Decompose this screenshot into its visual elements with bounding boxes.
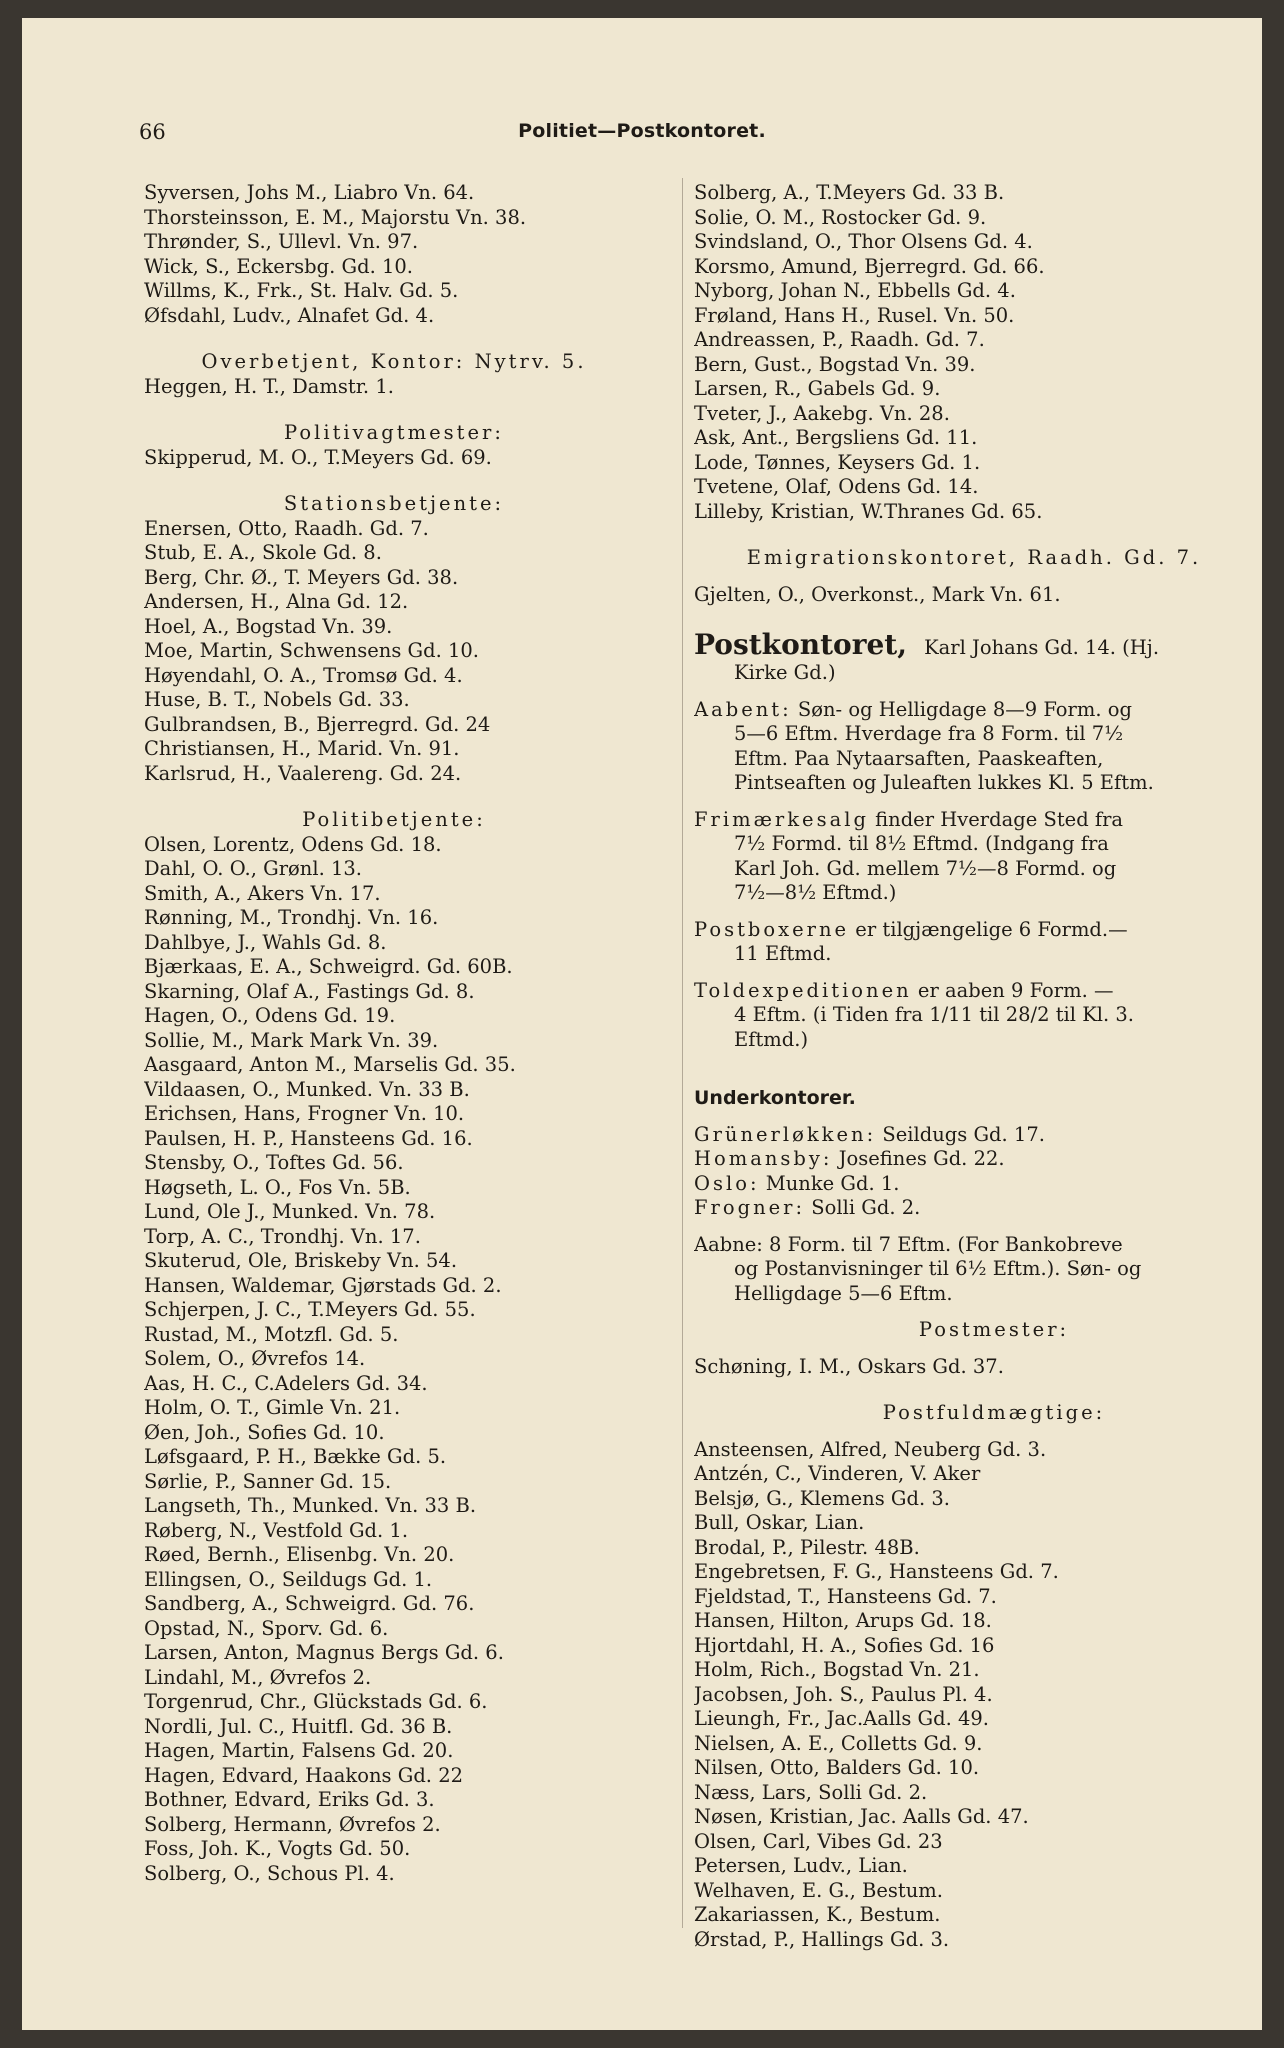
list-item: Dahlbye, J., Wahls Gd. 8. (144, 930, 387, 954)
list-item: Sandberg, A., Schweigrd. Gd. 76. (144, 1592, 475, 1615)
list-item: Bull, Oskar, Lian. (694, 1511, 865, 1534)
list-item: Nordli, Jul. C., Huitfl. Gd. 36 B. (144, 1714, 453, 1738)
aabne-line: Helligdage 5—6 Eftm. (734, 1281, 953, 1305)
aabent-paragraph (694, 698, 1254, 796)
overbetjent-heading: Overbetjent, Kontor: Nytrv. 5. (201, 350, 587, 373)
frimaerke-line: Karl Joh. Gd. mellem 7½—8 Formd. og (734, 856, 1117, 880)
list-item: Bjærkaas, E. A., Schweigrd. Gd. 60B. (144, 955, 513, 978)
postkontoret-address-2: Kirke Gd.) (734, 661, 836, 684)
overbetjent-list (144, 375, 644, 400)
politivagtmester-heading: Politivagtmester: (284, 421, 504, 444)
list-item: Hagen, O., Odens Gd. 19. (144, 1004, 396, 1027)
list-item: Nyborg, Johan N., Ebbells Gd. 4. (694, 279, 1016, 302)
list-item: Holm, O. T., Gimle Vn. 21. (144, 1396, 401, 1419)
list-item: Vildaasen, O., Munked. Vn. 33 B. (144, 1077, 470, 1101)
postbox-line: er tilgjængelige 6 Formd.— (849, 917, 1128, 941)
list-item: Larsen, R., Gabels Gd. 9. (694, 377, 941, 400)
list-item: Tveter, J., Aakebg. Vn. 28. (694, 401, 950, 425)
list-item: Næss, Lars, Solli Gd. 2. (694, 1780, 928, 1804)
list-item: Dahl, O. O., Grønl. 13. (144, 857, 362, 880)
list-item: Antzén, C., Vinderen, V. Aker (694, 1462, 981, 1485)
aabent-line: Pintseaften og Juleaften lukkes Kl. 5 Eftm. (734, 771, 1154, 794)
frimaerke-line: finder Hverdage Sted fra (868, 807, 1124, 831)
list-item: Ansteensen, Alfred, Neuberg Gd. 3. (694, 1437, 1047, 1461)
list-item: Fjeldstad, T., Hansteens Gd. 7. (694, 1584, 997, 1608)
list-item: Olsen, Carl, Vibes Gd. 23 (694, 1829, 943, 1853)
postbox-lead: Postboxerne (694, 917, 850, 941)
list-item: Svindsland, O., Thor Olsens Gd. 4. (694, 230, 1033, 253)
list-item: Ask, Ant., Bergsliens Gd. 11. (694, 426, 978, 449)
frimaerke-lead: Frimærkesalg (694, 807, 869, 831)
list-item: Gjelten, O., Overkonst., Mark Vn. 61. (694, 582, 1061, 606)
page-number: 66 (139, 120, 166, 144)
list-item: Lieungh, Fr., Jac.Aalls Gd. 49. (694, 1707, 990, 1730)
list-item: Schøning, I. M., Oskars Gd. 37. (694, 1354, 1004, 1378)
politibetjente-list (144, 833, 644, 1887)
list-item: Stensby, O., Toftes Gd. 56. (144, 1151, 404, 1174)
aabent-line: Søn- og Helligdage 8—9 Form. og (791, 697, 1132, 721)
list-item: Syversen, Johs M., Liabro Vn. 64. (144, 181, 475, 204)
list-item: Larsen, Anton, Magnus Bergs Gd. 6. (144, 1641, 504, 1664)
list-item: Hagen, Martin, Falsens Gd. 20. (144, 1739, 454, 1762)
postbox-line: 11 Eftmd. (734, 942, 832, 965)
list-item: Solem, O., Øvrefos 14. (144, 1347, 366, 1370)
list-item: Torp, A. C., Trondhj. Vn. 17. (144, 1224, 421, 1248)
right-column (694, 181, 1254, 1952)
list-item: Karlsrud, H., Vaalereng. Gd. 24. (144, 761, 462, 785)
underkontorer-heading: Underkontorer. (694, 1087, 856, 1109)
list-item: Torgenrud, Chr., Glückstads Gd. 6. (144, 1690, 488, 1713)
told-lead: Toldexpeditionen (694, 978, 912, 1002)
list-item: Andersen, H., Alna Gd. 12. (144, 590, 409, 613)
list-item: Huse, B. T., Nobels Gd. 33. (144, 688, 410, 711)
list-item: Bothner, Edvard, Eriks Gd. 3. (144, 1788, 435, 1811)
stationsbetjente-list (144, 517, 644, 787)
list-item: Lindahl, M., Øvrefos 2. (144, 1665, 372, 1689)
told-line: er aaben 9 Form. — (911, 978, 1114, 1002)
list-item: Solberg, O., Schous Pl. 4. (144, 1861, 395, 1885)
postmester-heading: Postmester: (918, 1318, 1070, 1341)
page-title: Politiet—Postkontoret. (518, 120, 766, 142)
underkontor-name: Grünerløkken: (694, 1122, 877, 1146)
list-item: Stub, E. A., Skole Gd. 8. (144, 541, 382, 564)
list-item: Engebretsen, F. G., Hansteens Gd. 7. (694, 1560, 1059, 1583)
list-item: Ørstad, P., Hallings Gd. 3. (694, 1927, 950, 1951)
list-item: Foss, Joh. K., Vogts Gd. 50. (144, 1837, 411, 1860)
emigration-list (694, 583, 1254, 608)
underkontor-name: Frogner: (694, 1196, 806, 1219)
underkontor-item (694, 1147, 1254, 1172)
list-item: Sollie, M., Mark Mark Vn. 39. (144, 1028, 439, 1052)
list-item: Nøsen, Kristian, Jac. Aalls Gd. 47. (694, 1805, 1029, 1828)
list-item: Erichsen, Hans, Frogner Vn. 10. (144, 1102, 465, 1125)
list-item: Bern, Gust., Bogstad Vn. 39. (694, 352, 976, 376)
postfuld-heading: Postfuldmægtige: (882, 1401, 1106, 1424)
politivagtmester-list (144, 446, 644, 471)
aabent-line: Eftm. Paa Nytaarsaften, Paaskeaften, (734, 746, 1104, 770)
list-item: Frøland, Hans H., Rusel. Vn. 50. (694, 303, 1015, 327)
list-item: Røberg, N., Vestfold Gd. 1. (144, 1518, 409, 1542)
list-item: Willms, K., Frk., St. Halv. Gd. 5. (144, 279, 459, 302)
aabne-line: og Postanvisninger til 6½ Eftm.). Søn- og (734, 1257, 1142, 1280)
postbox-paragraph (694, 918, 1254, 967)
list-item: Moe, Martin, Schwensens Gd. 10. (144, 639, 479, 662)
list-item: Andreassen, P., Raadh. Gd. 7. (694, 328, 985, 351)
list-item: Olsen, Lorentz, Odens Gd. 18. (144, 832, 442, 856)
postmester-list (694, 1355, 1254, 1380)
postkontoret-title: Postkontoret, (694, 628, 907, 661)
list-item: Ellingsen, O., Seildugs Gd. 1. (144, 1567, 433, 1591)
stationsbetjente-heading: Stationsbetjente: (283, 492, 505, 515)
emigration-heading: Emigrationskontoret, Raadh. Gd. 7. (746, 546, 1202, 569)
list-item: Nilsen, Otto, Balders Gd. 10. (694, 1756, 980, 1779)
told-paragraph (694, 979, 1254, 1053)
told-line: Eftmd.) (734, 1027, 809, 1051)
aabent-lead: Aabent: (694, 697, 792, 721)
list-item: Hoel, A., Bogstad Vn. 39. (144, 614, 393, 638)
list-item: Skipperud, M. O., T.Meyers Gd. 69. (144, 445, 492, 469)
list-item: Thorsteinsson, E. M., Majorstu Vn. 38. (144, 205, 527, 229)
list-item: Opstad, N., Sporv. Gd. 6. (144, 1616, 389, 1640)
underkontor-address: Solli Gd. 2. (805, 1196, 921, 1219)
list-item: Lode, Tønnes, Keysers Gd. 1. (694, 450, 981, 474)
column-divider (682, 178, 683, 1928)
underkontor-name: Oslo: (694, 1171, 760, 1195)
aabne-line: Aabne: 8 Form. til 7 Eftm. (For Bankobreve (694, 1232, 1123, 1256)
postkontoret-address: Karl Johans Gd. 14. (Hj. (924, 636, 1160, 659)
aabne-paragraph (694, 1233, 1254, 1307)
list-item: Schjerpen, J. C., T.Meyers Gd. 55. (144, 1298, 476, 1321)
list-item: Smith, A., Akers Vn. 17. (144, 881, 381, 905)
list-item: Sørlie, P., Sanner Gd. 15. (144, 1469, 392, 1493)
list-item: Hjortdahl, H. A., Sofies Gd. 16 (694, 1633, 995, 1657)
underkontor-item (694, 1123, 1254, 1148)
list-item: Hagen, Edvard, Haakons Gd. 22 (144, 1763, 464, 1787)
underkontor-address: Munke Gd. 1. (759, 1171, 900, 1195)
list-item: Hansen, Hilton, Arups Gd. 18. (694, 1609, 992, 1632)
list-item: Aasgaard, Anton M., Marselis Gd. 35. (144, 1053, 516, 1076)
underkontor-name: Homansby: (694, 1147, 833, 1170)
list-item: Solie, O. M., Rostocker Gd. 9. (694, 205, 987, 229)
list-item: Paulsen, H. P., Hansteens Gd. 16. (144, 1126, 473, 1150)
list-item: Hansen, Waldemar, Gjørstads Gd. 2. (144, 1273, 502, 1297)
list-item: Skuterud, Ole, Briskeby Vn. 54. (144, 1249, 458, 1272)
list-item: Korsmo, Amund, Bjerregrd. Gd. 66. (694, 254, 1045, 278)
list-item: Wick, S., Eckersbg. Gd. 10. (144, 254, 414, 278)
list-item: Nielsen, A. E., Colletts Gd. 9. (694, 1731, 983, 1755)
list-item: Solberg, Hermann, Øvrefos 2. (144, 1812, 441, 1836)
underkontor-item (694, 1196, 1254, 1221)
list-item: Løfsgaard, P. H., Bække Gd. 5. (144, 1445, 447, 1468)
list-item: Tvetene, Olaf, Odens Gd. 14. (694, 475, 979, 498)
list-item: Berg, Chr. Ø., T. Meyers Gd. 38. (144, 565, 459, 589)
list-item: Solberg, A., T.Meyers Gd. 33 B. (694, 181, 1005, 204)
left-column (144, 181, 644, 1886)
told-line: 4 Eftm. (i Tiden fra 1/11 til 28/2 til Kl. 3. (734, 1003, 1135, 1026)
document-page (22, 18, 1262, 2030)
list-item: Lilleby, Kristian, W.Thranes Gd. 65. (694, 499, 1043, 523)
aabent-line: 5—6 Eftm. Hverdage fra 8 Form. til 7½ (734, 722, 1124, 745)
list-item: Enersen, Otto, Raadh. Gd. 7. (144, 516, 429, 540)
list-item: Welhaven, E. G., Bestum. (694, 1878, 943, 1902)
list-item: Zakariassen, K., Bestum. (694, 1903, 941, 1926)
list-item: Christiansen, H., Marid. Vn. 91. (144, 737, 460, 760)
list-item: Belsjø, G., Klemens Gd. 3. (694, 1486, 950, 1510)
list-item: Høyendahl, O. A., Tromsø Gd. 4. (144, 663, 463, 687)
underkontor-address: Josefines Gd. 22. (832, 1147, 1005, 1170)
right-top-list (694, 181, 1254, 524)
list-item: Holm, Rich., Bogstad Vn. 21. (694, 1658, 980, 1681)
list-item: Jacobsen, Joh. S., Paulus Pl. 4. (694, 1682, 993, 1706)
left-top-list (144, 181, 644, 328)
list-item: Øfsdahl, Ludv., Alnafet Gd. 4. (144, 303, 435, 327)
underkontor-address: Seildugs Gd. 17. (876, 1122, 1045, 1146)
list-item: Lund, Ole J., Munked. Vn. 78. (144, 1200, 436, 1223)
underkontor-item (694, 1172, 1254, 1197)
list-item: Rønning, M., Trondhj. Vn. 16. (144, 906, 439, 929)
list-item: Aas, H. C., C.Adelers Gd. 34. (144, 1371, 428, 1395)
list-item: Heggen, H. T., Damstr. 1. (144, 374, 394, 398)
list-item: Rustad, M., Motzfl. Gd. 5. (144, 1322, 399, 1346)
page-header (22, 120, 1262, 152)
list-item: Langseth, Th., Munked. Vn. 33 B. (144, 1494, 477, 1517)
list-item: Røed, Bernh., Elisenbg. Vn. 20. (144, 1543, 455, 1566)
list-item: Brodal, P., Pilestr. 48B. (694, 1535, 920, 1559)
frimaerke-line: 7½ Formd. til 8½ Eftmd. (Indgang fra (734, 832, 1109, 855)
list-item: Høgseth, L. O., Fos Vn. 5B. (144, 1175, 411, 1199)
list-item: Øen, Joh., Sofies Gd. 10. (144, 1420, 385, 1444)
frimaerke-line: 7½—8½ Eftmd.) (734, 881, 897, 904)
postkontoret-block (694, 629, 1254, 1052)
postfuld-list (694, 1438, 1254, 1953)
list-item: Gulbrandsen, B., Bjerregrd. Gd. 24 (144, 712, 491, 736)
politibetjente-heading: Politibetjente: (302, 808, 486, 831)
list-item: Thrønder, S., Ullevl. Vn. 97. (144, 230, 419, 253)
frimaerke-paragraph (694, 808, 1254, 906)
underkontorer-list (694, 1123, 1254, 1221)
list-item: Petersen, Ludv., Lian. (694, 1854, 908, 1877)
list-item: Skarning, Olaf A., Fastings Gd. 8. (144, 979, 475, 1003)
